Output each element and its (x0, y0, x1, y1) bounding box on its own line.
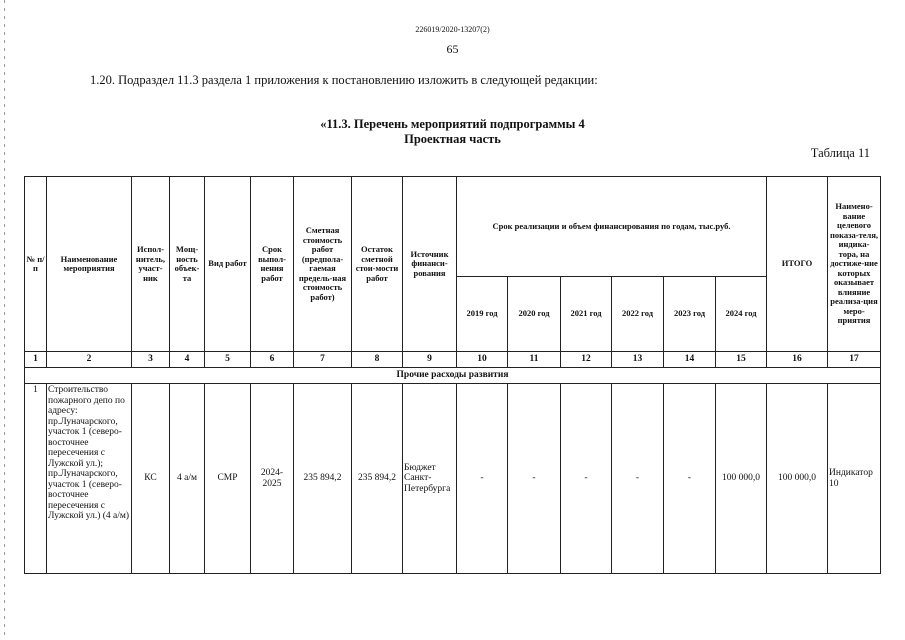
row-year-2024: 100 000,0 (716, 384, 767, 574)
section-title (0, 117, 905, 147)
column-number: 9 (403, 352, 457, 368)
header-col-17: Наимено-вание целевого показа-теля, индика-тора, на достиже-ние которых оказывает влияние реализа-ция меро-приятия (828, 177, 881, 352)
row-estimated-cost: 235 894,2 (294, 384, 352, 574)
header-year-2022: 2022 год (612, 277, 664, 352)
column-number: 17 (828, 352, 881, 368)
column-number-row (25, 352, 881, 368)
header-year-2021: 2021 год (561, 277, 612, 352)
header-col-8: Остаток сметной стои-мости работ (352, 177, 403, 352)
section-row-title: Прочие расходы развития (25, 368, 881, 384)
column-number: 10 (457, 352, 508, 368)
header-financing-group: Срок реализации и объем финансирования по годам, тыс.руб. (457, 177, 767, 277)
header-col-3: Испол-нитель, участ-ник (132, 177, 170, 352)
row-work-type: СМР (205, 384, 251, 574)
column-number: 12 (561, 352, 612, 368)
column-number: 5 (205, 352, 251, 368)
row-year-2019: - (457, 384, 508, 574)
row-indicator: Индикатор 10 (828, 384, 881, 574)
header-col-16: ИТОГО (767, 177, 828, 352)
row-number: 1 (25, 384, 47, 574)
column-number: 14 (664, 352, 716, 368)
column-number: 1 (25, 352, 47, 368)
column-number: 16 (767, 352, 828, 368)
header-col-7: Сметная стоимость работ (предпола-гаемая предель-ная стоимость работ) (294, 177, 352, 352)
header-col-5: Вид работ (205, 177, 251, 352)
header-year-2023: 2023 год (664, 277, 716, 352)
header-col-2: Наименование мероприятия (47, 177, 132, 352)
row-capacity: 4 а/м (170, 384, 205, 574)
row-funding-source: Бюджет Санкт-Петербурга (403, 384, 457, 574)
column-number: 4 (170, 352, 205, 368)
intro-paragraph: 1.20. Подраздел 11.3 раздела 1 приложения к постановлению изложить в следующей редакции: (90, 73, 598, 87)
column-number: 15 (716, 352, 767, 368)
section-row (25, 368, 881, 384)
header-year-2020: 2020 год (508, 277, 561, 352)
row-activity-name: Строительство пожарного депо по адресу: пр.Луначарского, участок 1 (северо-восточнее пересечения с Лужской ул.); пр.Луначарского, участок 1 (северо-восточнее пересечения с Лужской ул.) (4 а/м) (47, 384, 132, 574)
section-title-line1: «11.3. Перечень мероприятий подпрограммы 4 (320, 117, 585, 131)
page-number: 65 (446, 42, 459, 56)
section-title-line2: Проектная часть (404, 132, 501, 146)
table-label: Таблица 11 (810, 146, 870, 160)
column-number: 2 (47, 352, 132, 368)
column-number: 3 (132, 352, 170, 368)
column-number: 13 (612, 352, 664, 368)
page-edge-mark (4, 0, 5, 640)
header-col-9: Источник финанси-рования (403, 177, 457, 352)
column-number: 11 (508, 352, 561, 368)
document-number: 226019/2020-13207(2) (415, 25, 490, 34)
column-number: 6 (251, 352, 294, 368)
row-executor: КС (132, 384, 170, 574)
header-col-6: Срок выпол-нения работ (251, 177, 294, 352)
header-row-1 (25, 177, 881, 277)
row-year-2023: - (664, 384, 716, 574)
header-year-2019: 2019 год (457, 277, 508, 352)
row-year-2021: - (561, 384, 612, 574)
activities-table (24, 176, 881, 574)
column-number: 8 (352, 352, 403, 368)
header-year-2024: 2024 год (716, 277, 767, 352)
row-year-2020: - (508, 384, 561, 574)
header-col-4: Мощ-ность объек-та (170, 177, 205, 352)
row-total: 100 000,0 (767, 384, 828, 574)
row-period: 2024-2025 (251, 384, 294, 574)
column-number: 7 (294, 352, 352, 368)
header-col-1: № п/п (25, 177, 47, 352)
table-row (25, 384, 881, 574)
row-remaining-cost: 235 894,2 (352, 384, 403, 574)
row-year-2022: - (612, 384, 664, 574)
